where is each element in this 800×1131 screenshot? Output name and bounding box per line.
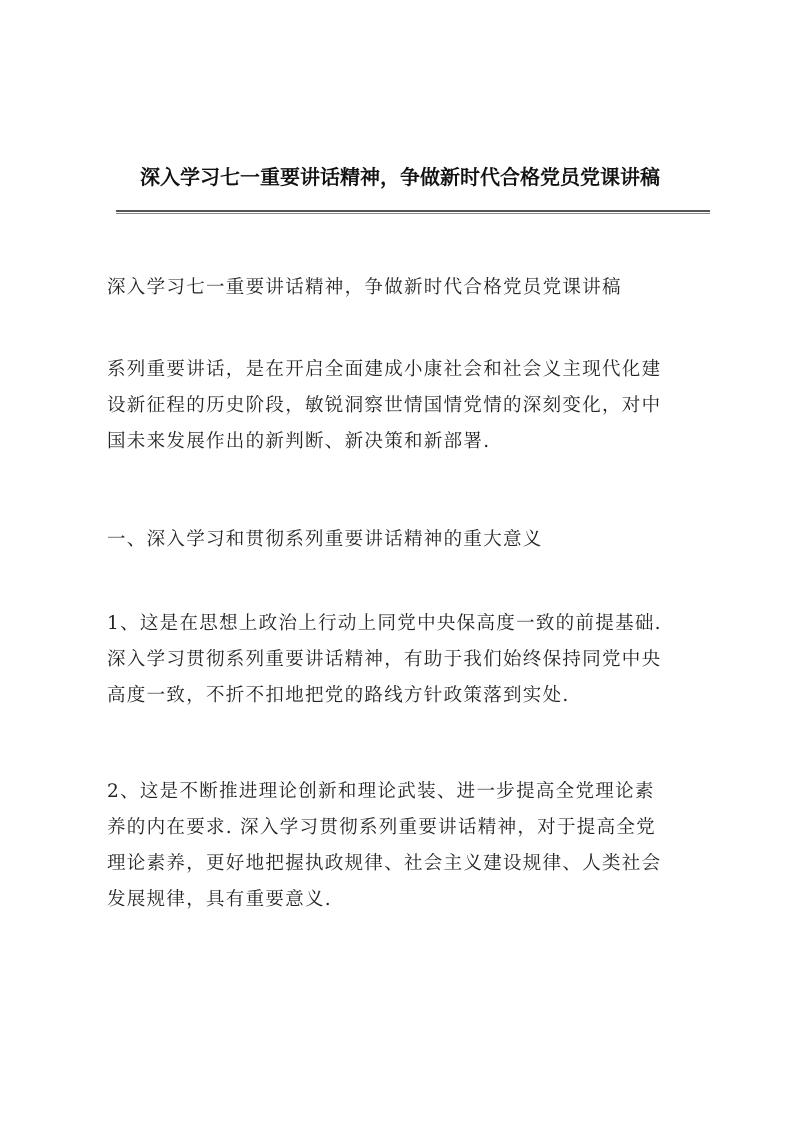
paragraph-line: 设新征程的历史阶段，敏锐洞察世情国情党情的深刻变化，对中 [107, 395, 662, 416]
document-subtitle [107, 270, 712, 306]
header-divider [116, 210, 710, 214]
intro-paragraph [107, 352, 712, 460]
section-heading [107, 522, 712, 558]
page-header-title: 深入学习七一重要讲话精神，争做新时代合格党员党课讲稿 [140, 165, 660, 189]
paragraph-line: 高度一致，不折不扣地把党的路线方针政策落到实处. [107, 685, 570, 706]
section-heading-text: 一、深入学习和贯彻系列重要讲话精神的重大意义 [107, 529, 543, 550]
paragraph-line: 发展规律，具有重要意义. [107, 889, 332, 910]
paragraph-line: 国未来发展作出的新判断、新决策和新部署. [107, 431, 491, 452]
paragraph-line: 系列重要讲话，是在开启全面建成小康社会和社会义主现代化建 [107, 359, 662, 380]
paragraph-line: 1、这是在思想上政治上行动上同党中央保高度一致的前提基础. [107, 613, 662, 634]
paragraph-line: 深入学习贯彻系列重要讲话精神，有助于我们始终保持同党中央 [107, 649, 662, 670]
paragraph-line: 2、这是不断推进理论创新和理论武装、进一步提高全党理论素 [107, 781, 655, 802]
point-1-paragraph [107, 606, 712, 714]
paragraph-line: 养的内在要求. 深入学习贯彻系列重要讲话精神，对于提高全党 [107, 817, 656, 838]
subtitle-line: 深入学习七一重要讲话精神，争做新时代合格党员党课讲稿 [107, 277, 622, 298]
point-2-paragraph [107, 774, 712, 918]
paragraph-line: 理论素养，更好地把握执政规律、社会主义建设规律、人类社会 [107, 853, 662, 874]
